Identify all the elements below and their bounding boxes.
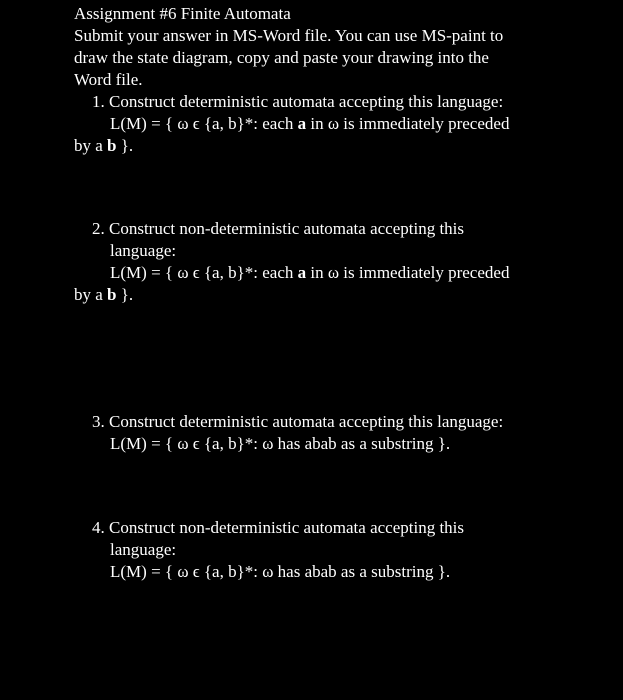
question-2-language (110, 262, 509, 284)
question-2-text: Construct non-deterministic automata accepting this (109, 219, 465, 238)
question-1-number: 1. (92, 92, 105, 111)
question-1-prompt (92, 91, 503, 113)
question-1-text: Construct deterministic automata accepting this language: (109, 92, 504, 111)
question-4-number: 4. (92, 518, 105, 537)
language-text: L(M) = { ω ϵ {a, b}*: each (110, 263, 298, 282)
assignment-title: Assignment #6 Finite Automata (74, 4, 291, 23)
language-symbol-b: b (107, 285, 117, 304)
language-text: in ω is immediately preceded (306, 263, 510, 282)
question-2-number: 2. (92, 219, 105, 238)
question-4-text: Construct non-deterministic automata accepting this (109, 518, 465, 537)
instructions-line-1: Submit your answer in MS-Word file. You can use MS-paint to (74, 26, 504, 45)
question-4-prompt (92, 517, 464, 539)
language-symbol-a: a (297, 114, 307, 133)
language-text: }. (116, 285, 134, 304)
question-3-text: Construct deterministic automata accepting this language: (109, 412, 504, 431)
question-3-number: 3. (92, 412, 105, 431)
question-2-prompt-cont: language: (110, 241, 177, 260)
question-2-prompt (92, 218, 464, 240)
question-2-language-tail (74, 284, 133, 306)
question-4-prompt-cont: language: (110, 540, 177, 559)
question-3-prompt (92, 411, 503, 433)
language-text: by a (74, 285, 108, 304)
language-text: by a (74, 136, 108, 155)
language-text: }. (116, 136, 134, 155)
language-text: in ω is immediately preceded (306, 114, 510, 133)
question-1-language (110, 113, 509, 135)
question-4-language: L(M) = { ω ϵ {a, b}*: ω has abab as a substring }. (110, 562, 451, 581)
question-1-language-tail (74, 135, 133, 157)
instructions-line-2: draw the state diagram, copy and paste your drawing into the (74, 48, 489, 67)
language-symbol-a: a (297, 263, 307, 282)
language-symbol-b: b (107, 136, 117, 155)
question-3-language: L(M) = { ω ϵ {a, b}*: ω has abab as a substring }. (110, 434, 451, 453)
instructions-line-3: Word file. (74, 70, 143, 89)
language-text: L(M) = { ω ϵ {a, b}*: each (110, 114, 298, 133)
